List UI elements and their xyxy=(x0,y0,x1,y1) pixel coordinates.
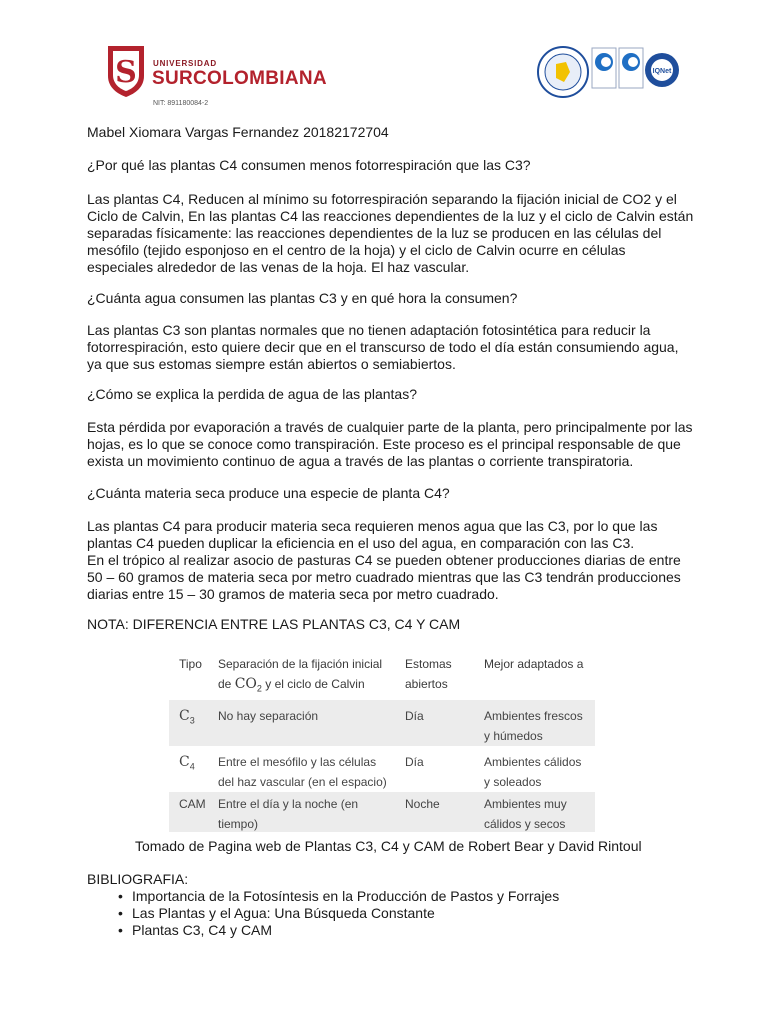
question-3: ¿Cómo se explica la perdida de agua de las plantas? xyxy=(87,386,417,402)
answer-1-line: mesófilo (tejido esponjoso en el centro de la hoja) y el ciclo de Calvin ocurre en células xyxy=(87,242,626,258)
cell-estomas: Día xyxy=(405,755,424,769)
cell-tipo: CAM xyxy=(179,797,206,811)
university-name: SURCOLOMBIANA xyxy=(152,68,327,89)
header-estomas: Estomas abiertos xyxy=(405,657,452,691)
cell-separacion: Entre el mesófilo y las células del haz vascular (en el espacio) xyxy=(218,755,387,789)
answer-2-line: Las plantas C3 son plantas normales que no tienen adaptación fotosintética para reducir la xyxy=(87,322,651,338)
answer-3 xyxy=(87,419,697,470)
table-header-row xyxy=(169,648,595,700)
icontec-cert-icon xyxy=(592,48,616,88)
university-label: UNIVERSIDAD xyxy=(153,59,217,68)
iso-cert-icon xyxy=(619,48,643,88)
answer-1-line: Las plantas C4, Reducen al mínimo su fotorrespiración separando la fijación inicial de CO2 y el xyxy=(87,191,677,207)
cell-estomas: Noche xyxy=(405,797,440,811)
nit-number: NIT: 891180084-2 xyxy=(153,100,209,107)
answer-4-line: 50 – 60 gramos de materia seca por metro cuadrado mientras que las C3 tendrán producciones xyxy=(87,569,681,585)
table-row xyxy=(169,700,595,746)
svg-text:IQNet: IQNet xyxy=(652,68,672,75)
question-2: ¿Cuánta agua consumen las plantas C3 y en qué hora la consumen? xyxy=(87,290,518,306)
cell-estomas: Día xyxy=(405,709,424,723)
cell-tipo: $C_3$ xyxy=(179,708,195,726)
bibliography-heading: BIBLIOGRAFIA: xyxy=(87,871,189,887)
answer-1-line: especiales alrededor de las venas de la hoja. El haz vascular. xyxy=(87,259,470,275)
table-caption: Tomado de Pagina web de Plantas C3, C4 y CAM de Robert Bear y David Rintoul xyxy=(135,838,642,854)
header-separacion: Separación de la fijación inicial de $CO_2$ y el ciclo de Calvin xyxy=(218,657,383,694)
answer-4 xyxy=(87,518,697,603)
nota-heading: NOTA: DIFERENCIA ENTRE LAS PLANTAS C3, C4 Y CAM xyxy=(87,616,461,632)
answer-3-line: exista un movimiento continuo de agua a través de las plantas o corriente transpiratoria. xyxy=(87,453,634,469)
document-header xyxy=(0,0,768,118)
answer-1-line: separadas físicamente: las reacciones dependientes de la luz se producen en las células del xyxy=(87,225,662,241)
answer-4-line: diarias entre 15 – 30 gramos de materia seca por metro cuadrado. xyxy=(87,586,499,602)
cell-mejor: Ambientes cálidos y soleados xyxy=(484,755,582,789)
certification-logos xyxy=(536,42,680,102)
bullet-icon: • xyxy=(118,922,123,938)
cell-mejor: Ambientes frescos y húmedos xyxy=(484,709,583,743)
question-1: ¿Por qué las plantas C4 consumen menos fotorrespiración que las C3? xyxy=(87,157,531,173)
answer-3-line: Esta pérdida por evaporación a través de cualquier parte de la planta, pero principalmente por las xyxy=(87,419,693,435)
cell-separacion: No hay separación xyxy=(218,709,319,723)
cell-separacion: Entre el día y la noche (en tiempo) xyxy=(218,797,359,831)
cell-tipo: $C_4$ xyxy=(179,754,195,772)
cell-mejor: Ambientes muy cálidos y secos xyxy=(484,797,567,831)
bibliography-list xyxy=(87,888,559,939)
government-seal-icon xyxy=(538,47,588,97)
list-item: • Las Plantas y el Agua: Una Búsqueda Constante xyxy=(118,905,435,921)
list-item: • Plantas C3, C4 y CAM xyxy=(118,922,273,938)
bullet-icon: • xyxy=(118,905,123,921)
answer-2-line: fotorrespiración, esto quiere decir que en el transcurso de todo el día están consumiendo agua, xyxy=(87,339,679,355)
header-tipo: Tipo xyxy=(179,657,202,671)
answer-1 xyxy=(87,191,697,276)
table-row xyxy=(169,746,595,792)
question-4: ¿Cuánta materia seca produce una especie de planta C4? xyxy=(87,485,450,501)
answer-3-line: hojas, es lo que se conoce como transpiración. Este proceso es el principal responsable de que xyxy=(87,436,681,452)
answer-4-line: plantas C4 pueden duplicar la eficiencia en el uso del agua, en comparación con las C3. xyxy=(87,535,635,551)
table-row xyxy=(169,792,595,832)
answer-2-line: ya que sus estomas siempre están abiertos o semiabiertos. xyxy=(87,356,456,372)
answer-2 xyxy=(87,322,697,373)
header-mejor: Mejor adaptados a xyxy=(484,657,584,671)
answer-4-line: En el trópico al realizar asocio de pasturas C4 se pueden obtener producciones diarias de entre xyxy=(87,552,681,568)
comparison-table xyxy=(169,648,595,832)
list-item: • Importancia de la Fotosíntesis en la Producción de Pastos y Forrajes xyxy=(118,888,560,904)
university-shield-logo xyxy=(106,44,146,98)
answer-1-line: Ciclo de Calvin, En las plantas C4 las reacciones dependientes de la luz y el ciclo de Calvin están xyxy=(87,208,694,224)
svg-text:S: S xyxy=(115,55,137,90)
author-line: Mabel Xiomara Vargas Fernandez 20182172704 xyxy=(87,124,389,140)
answer-4-line: Las plantas C4 para producir materia seca requieren menos agua que las C3, por lo que las xyxy=(87,518,658,534)
iqnet-cert-icon xyxy=(645,53,679,87)
bullet-icon: • xyxy=(118,888,123,904)
